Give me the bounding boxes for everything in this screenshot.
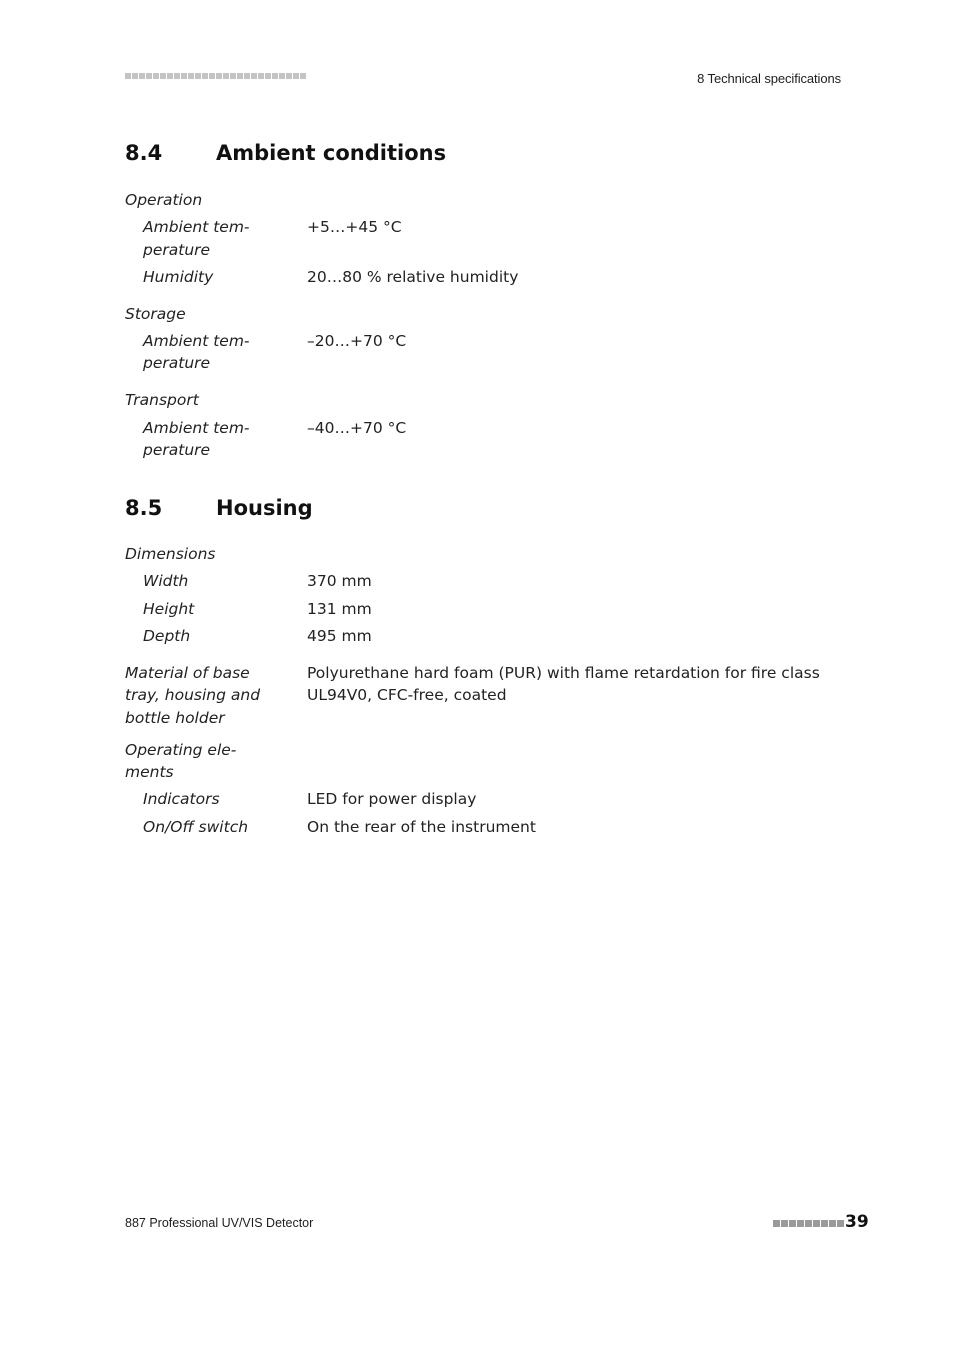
material-label-line3: bottle holder bbox=[125, 709, 225, 727]
switch-label: On/Off switch bbox=[143, 818, 249, 836]
material-value-line2: UL94V0, CFC-free, coated bbox=[307, 686, 507, 704]
humidity-label: Humidity bbox=[143, 268, 214, 286]
height-value: 131 mm bbox=[307, 600, 372, 618]
transport-temp-label-line1: Ambient tem- bbox=[143, 419, 250, 437]
section-heading-8-5 bbox=[125, 496, 625, 526]
material-label-line2: tray, housing and bbox=[125, 686, 261, 704]
footer-product-name: 887 Professional UV/VIS Detector bbox=[125, 1216, 314, 1230]
section-number: 8.5 bbox=[125, 496, 163, 520]
operation-label: Operation bbox=[125, 191, 203, 209]
storage-temp-value: –20…+70 °C bbox=[307, 332, 407, 350]
humidity-value: 20…80 % relative humidity bbox=[307, 268, 519, 286]
storage-label: Storage bbox=[125, 305, 186, 323]
header-decoration bbox=[125, 73, 306, 81]
section-heading-8-4 bbox=[125, 141, 625, 171]
operation-temp-label-line1: Ambient tem- bbox=[143, 218, 250, 236]
operation-temp-value: +5…+45 °C bbox=[307, 218, 402, 236]
operating-elements-label-line1: Operating ele- bbox=[125, 741, 237, 759]
indicators-label: Indicators bbox=[143, 790, 220, 808]
transport-label: Transport bbox=[125, 391, 199, 409]
depth-value: 495 mm bbox=[307, 627, 372, 645]
footer-decoration bbox=[773, 1220, 844, 1227]
storage-temp-label-line2: perature bbox=[143, 354, 211, 372]
depth-label: Depth bbox=[143, 627, 191, 645]
section-title: Ambient conditions bbox=[216, 141, 447, 165]
width-value: 370 mm bbox=[307, 572, 372, 590]
transport-temp-label-line2: perature bbox=[143, 441, 211, 459]
operation-temp-label-line2: perature bbox=[143, 241, 211, 259]
section-number: 8.4 bbox=[125, 141, 163, 165]
height-label: Height bbox=[143, 600, 195, 618]
operating-elements-label-line2: ments bbox=[125, 763, 174, 781]
section-title: Housing bbox=[216, 496, 313, 520]
dimensions-label: Dimensions bbox=[125, 545, 216, 563]
page-number: 39 bbox=[845, 1212, 869, 1232]
material-label-line1: Material of base bbox=[125, 664, 250, 682]
width-label: Width bbox=[143, 572, 189, 590]
indicators-value: LED for power display bbox=[307, 790, 477, 808]
switch-value: On the rear of the instrument bbox=[307, 818, 536, 836]
chapter-title: 8 Technical specifications bbox=[697, 71, 841, 86]
material-value-line1: Polyurethane hard foam (PUR) with flame retardation for fire class bbox=[307, 664, 820, 682]
transport-temp-value: –40…+70 °C bbox=[307, 419, 407, 437]
storage-temp-label-line1: Ambient tem- bbox=[143, 332, 250, 350]
